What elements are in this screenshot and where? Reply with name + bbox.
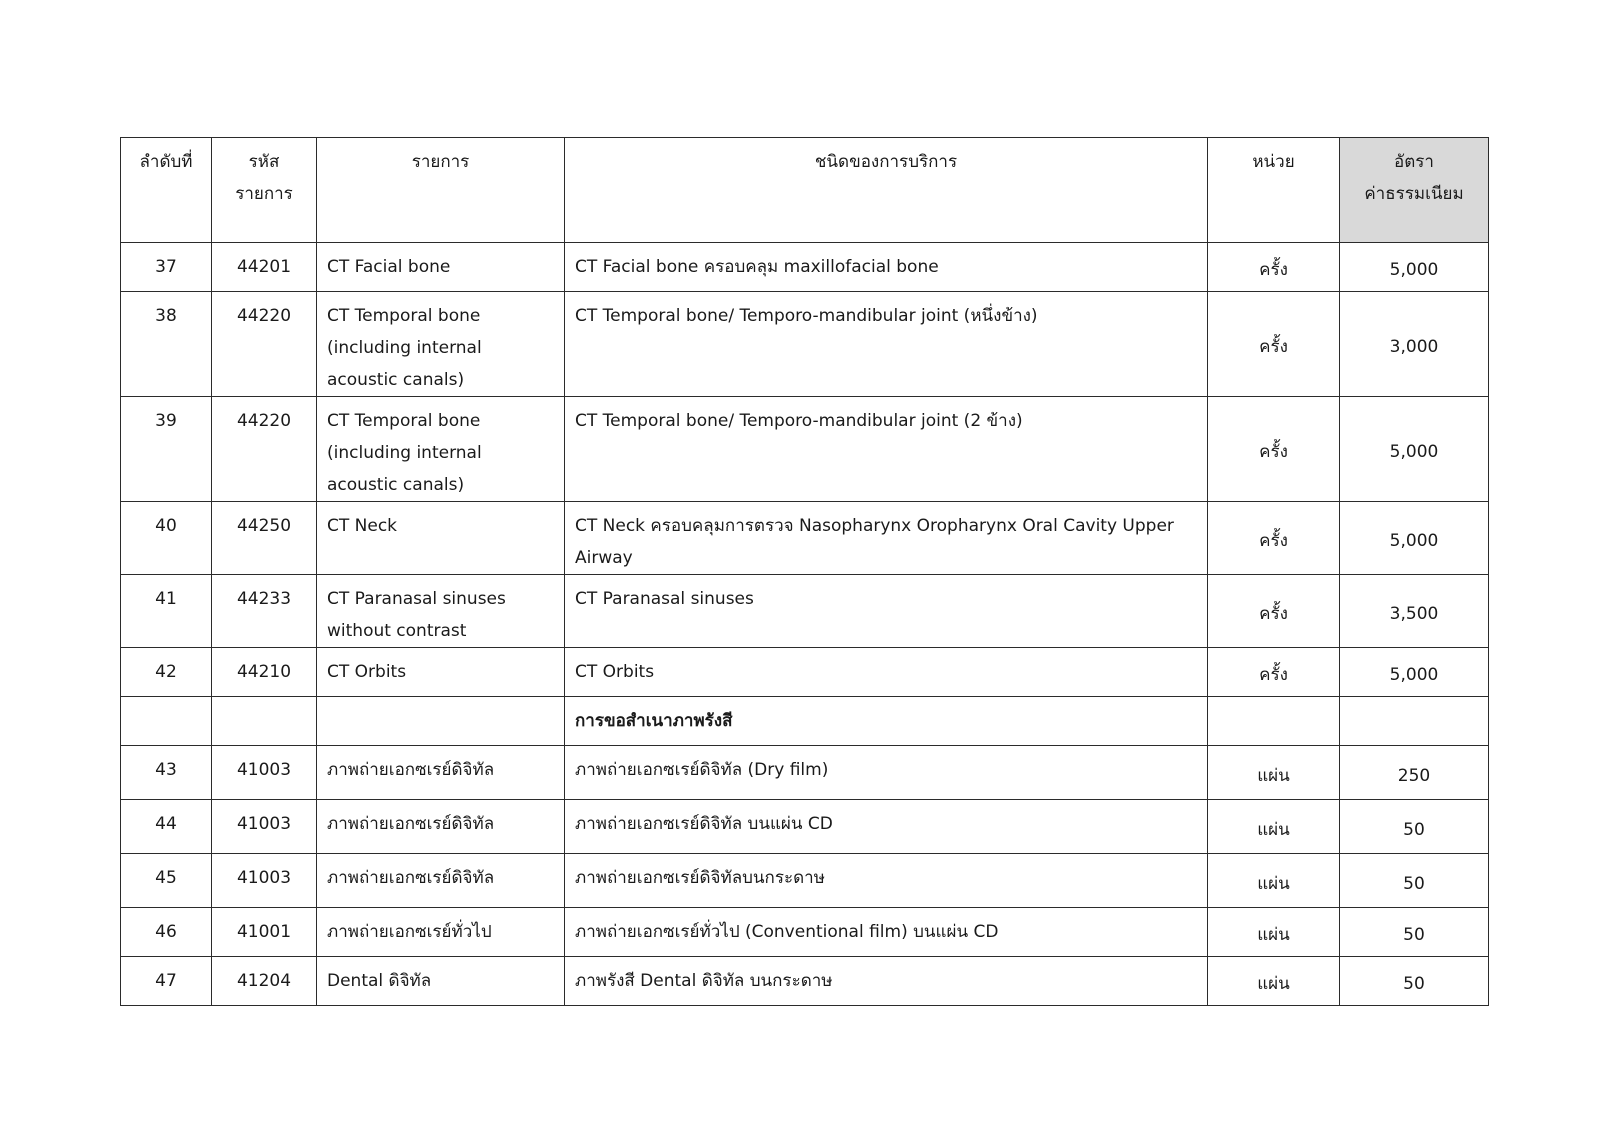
cell-seq: 44: [121, 800, 212, 854]
header-seq-label: ลำดับที่: [139, 152, 193, 172]
cell-seq: 45: [121, 854, 212, 908]
cell-service: CT Orbits: [565, 648, 1208, 697]
cell-rate: 50: [1340, 908, 1489, 957]
cell-item: ภาพถ่ายเอกซเรย์ดิจิทัล: [317, 854, 565, 908]
cell-unit: ครั้ง: [1208, 502, 1340, 575]
cell-rate: 250: [1340, 746, 1489, 800]
header-item: [317, 138, 565, 243]
table-row: [121, 502, 1489, 575]
cell-unit: ครั้ง: [1208, 292, 1340, 397]
cell-seq: 38: [121, 292, 212, 397]
cell-seq: 41: [121, 575, 212, 648]
cell-service: CT Paranasal sinuses: [565, 575, 1208, 648]
header-rate: [1340, 138, 1489, 243]
cell-unit: ครั้ง: [1208, 575, 1340, 648]
cell-item: CT Neck: [317, 502, 565, 575]
cell-unit: ครั้ง: [1208, 648, 1340, 697]
section-row: [121, 697, 1489, 746]
cell-rate: 5,000: [1340, 502, 1489, 575]
cell-seq: 40: [121, 502, 212, 575]
cell-code: 41003: [212, 854, 317, 908]
cell-rate: 5,000: [1340, 397, 1489, 502]
cell-service: CT Temporal bone/ Temporo-mandibular joint (หนึ่งข้าง): [565, 292, 1208, 397]
cell-code: 44220: [212, 292, 317, 397]
cell-empty: [1208, 697, 1340, 746]
table-row: [121, 575, 1489, 648]
header-row: [121, 138, 1489, 243]
cell-service: CT Facial bone ครอบคลุม maxillofacial bone: [565, 243, 1208, 292]
table-row: [121, 746, 1489, 800]
header-item-label: รายการ: [411, 152, 470, 172]
cell-unit: แผ่น: [1208, 746, 1340, 800]
table-row: [121, 397, 1489, 502]
cell-item: CT Orbits: [317, 648, 565, 697]
cell-code: 44201: [212, 243, 317, 292]
cell-seq: 43: [121, 746, 212, 800]
header-rate-label-line2: ค่าธรรมเนียม: [1364, 184, 1464, 204]
cell-item: CT Temporal bone (including internal acoustic canals): [317, 397, 565, 502]
cell-service: CT Temporal bone/ Temporo-mandibular joint (2 ข้าง): [565, 397, 1208, 502]
cell-item: CT Facial bone: [317, 243, 565, 292]
cell-item: CT Temporal bone (including internal acoustic canals): [317, 292, 565, 397]
cell-seq: 39: [121, 397, 212, 502]
cell-seq: 46: [121, 908, 212, 957]
cell-code: 41003: [212, 800, 317, 854]
cell-rate: 50: [1340, 957, 1489, 1006]
cell-rate: 3,000: [1340, 292, 1489, 397]
cell-item: ภาพถ่ายเอกซเรย์ทั่วไป: [317, 908, 565, 957]
header-code: [212, 138, 317, 243]
section-title: การขอสำเนาภาพรังสี: [565, 697, 1208, 746]
cell-code: 41003: [212, 746, 317, 800]
cell-unit: แผ่น: [1208, 908, 1340, 957]
cell-rate: 50: [1340, 800, 1489, 854]
header-unit-label: หน่วย: [1252, 152, 1295, 172]
table-row: [121, 957, 1489, 1006]
cell-empty: [317, 697, 565, 746]
header-unit: [1208, 138, 1340, 243]
cell-unit: แผ่น: [1208, 854, 1340, 908]
cell-code: 44250: [212, 502, 317, 575]
cell-empty: [1340, 697, 1489, 746]
cell-seq: 42: [121, 648, 212, 697]
header-rate-label-line1: อัตรา: [1394, 152, 1434, 172]
header-seq: [121, 138, 212, 243]
cell-code: 44220: [212, 397, 317, 502]
cell-unit: ครั้ง: [1208, 397, 1340, 502]
cell-seq: 37: [121, 243, 212, 292]
cell-unit: ครั้ง: [1208, 243, 1340, 292]
header-service-label: ชนิดของการบริการ: [814, 152, 958, 172]
header-code-label-line2: รายการ: [235, 184, 293, 204]
cell-code: 44233: [212, 575, 317, 648]
cell-service: ภาพถ่ายเอกซเรย์ดิจิทัล บนแผ่น CD: [565, 800, 1208, 854]
table-row: [121, 800, 1489, 854]
cell-empty: [212, 697, 317, 746]
cell-empty: [121, 697, 212, 746]
cell-item: ภาพถ่ายเอกซเรย์ดิจิทัล: [317, 800, 565, 854]
cell-unit: แผ่น: [1208, 957, 1340, 1006]
cell-service: ภาพถ่ายเอกซเรย์ดิจิทัลบนกระดาษ: [565, 854, 1208, 908]
cell-item: Dental ดิจิทัล: [317, 957, 565, 1006]
cell-service: ภาพถ่ายเอกซเรย์ดิจิทัล (Dry film): [565, 746, 1208, 800]
header-code-label-line1: รหัส: [248, 152, 280, 172]
cell-rate: 5,000: [1340, 243, 1489, 292]
table-row: [121, 854, 1489, 908]
cell-service: ภาพถ่ายเอกซเรย์ทั่วไป (Conventional film) บนแผ่น CD: [565, 908, 1208, 957]
cell-rate: 5,000: [1340, 648, 1489, 697]
cell-item: CT Paranasal sinuses without contrast: [317, 575, 565, 648]
table-row: [121, 292, 1489, 397]
cell-rate: 50: [1340, 854, 1489, 908]
cell-seq: 47: [121, 957, 212, 1006]
cell-service: CT Neck ครอบคลุมการตรวจ Nasopharynx Oropharynx Oral Cavity Upper Airway: [565, 502, 1208, 575]
table-row: [121, 243, 1489, 292]
cell-rate: 3,500: [1340, 575, 1489, 648]
fee-table: [120, 137, 1489, 1006]
cell-service: ภาพรังสี Dental ดิจิทัล บนกระดาษ: [565, 957, 1208, 1006]
cell-code: 41001: [212, 908, 317, 957]
cell-code: 44210: [212, 648, 317, 697]
cell-code: 41204: [212, 957, 317, 1006]
table-row: [121, 908, 1489, 957]
cell-item: ภาพถ่ายเอกซเรย์ดิจิทัล: [317, 746, 565, 800]
header-service: [565, 138, 1208, 243]
table-row: [121, 648, 1489, 697]
cell-unit: แผ่น: [1208, 800, 1340, 854]
